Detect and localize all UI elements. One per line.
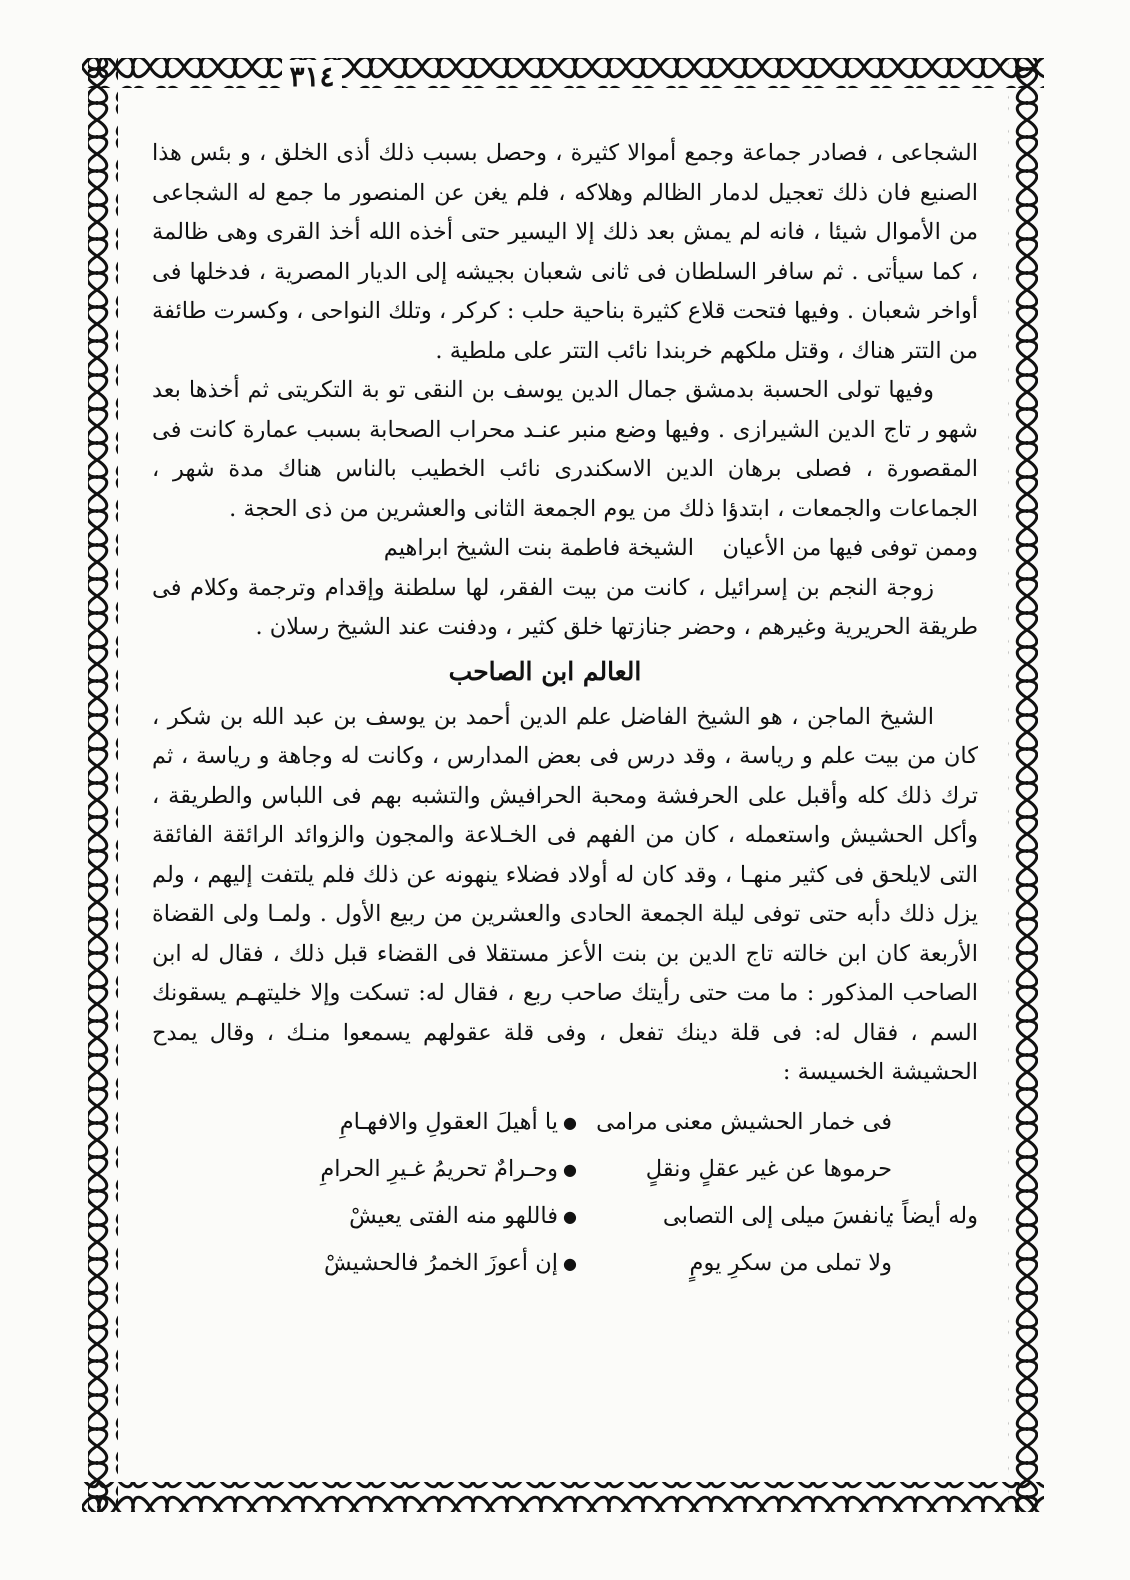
paragraph-2: وفيها تولى الحسبة بدمشق جمال الدين يوسف بن النقى تو بة التكريتى ثم أخذها بعد شهو ر تاج الدين الشيرازى . وفيها وضع منبر عنـد محراب الصحابة بسبب عمارة كانت فى المقصورة ، فصلى برهان الدين الاسكندرى نائب الخطيب بالناس هناك مدة شهر ، الجماعات والجمعات ، ابتدؤا ذلك من يوم الجمعة الثانى والعشرين من ذى الحجة .	[152, 377, 978, 522]
page-frame	[82, 52, 1044, 1520]
page-number: ٣١٤	[282, 60, 342, 94]
poem-line	[152, 1240, 978, 1287]
obituary-heading	[152, 529, 978, 569]
poem	[152, 1099, 978, 1287]
poem-hemistich-right: ولا تملى من سكرِ يومٍ	[689, 1249, 892, 1276]
poem-line	[152, 1099, 978, 1146]
obituary-prefix: وممن توفى فيها من الأعيان	[722, 535, 978, 561]
poem-separator: ●	[563, 1253, 577, 1273]
poem-hemistich-left: يا أهيلَ العقولِ والافهـامِ	[339, 1108, 558, 1135]
paragraph-1: الشجاعى ، فصادر جماعة وجمع أموالا كثيرة ، وحصل بسبب ذلك أذى الخلق ، و بئس هذا الصنيع فان ذلك تعجيل لدمار الظالم وهلاكه ، فلم يغن عن المنصور ما جمع له الشجاعى من الأموال شيئا ، فانه لم يمش بعد ذلك إلا اليسير حتى أخذه الله أخذ القرى وهى ظالمة ، كما سيأتى . ثم سافر السلطان فى ثانى شعبان بجيشه إلى الديار المصرية ، فدخلها فى أواخر شعبان . وفيها فتحت قلاع كثيرة بناحية حلب : كركر ، وتلك النواحى ، وكسرت طائفة من التتر هناك ، وقتل ملكهم خربندا نائب التتر على ملطية .	[152, 140, 978, 364]
paragraph-obituary: زوجة النجم بن إسرائيل ، كانت من بيت الفقر، لها سلطنة وإقدام وترجمة وكلام فى طريقة الحريرية وغيرهم ، وحضر جنازتها خلق كثير ، ودفنت عند الشيخ رسلان .	[152, 574, 978, 640]
poem-hemistich-right: يانفسَ ميلى إلى التصابى	[662, 1202, 892, 1229]
poem-hemistich-right: حرموها عن غير عقلٍ ونقلٍ	[645, 1155, 892, 1182]
section-heading: العالم ابن الصاحب	[448, 656, 642, 686]
page-content	[152, 134, 978, 1494]
poem-separator: ●	[563, 1206, 577, 1226]
poem-hemistich-right: فى خمار الحشيش معنى مرامى	[596, 1108, 892, 1135]
paragraph-biography: الشيخ الماجن ، هو الشيخ الفاضل علم الدين أحمد بن يوسف بن عبد الله بن شكر ، كان من بيت علم و رياسة ، وقد درس فى بعض المدارس ، وكانت له وجاهة و رياسة ، ثم ترك ذلك كله وأقبل على الحرفشة ومحبة الحرافيش والتشبه بهم فى اللباس والطريقة ، وأكل الحشيش واستعمله ، كان من الفهم فى الخـلاعة والمجون والزوائد الرائقة الفائقة التى لايلحق فى كثير منهـا ، وقد كان له أولاد فضلاء ينهونه عن ذلك فلم يلتفت إليهم ، ولم يزل ذلك دأبه حتى توفى ليلة الجمعة الحادى والعشرين من ربيع الأول . ولمـا ولى القضاة الأربعة كان ابن خالته تاج الدين بن بنت الأعز مستقلا فى القضاء قبل ذلك ، فقال له ابن الصاحب المذكور : ما مت حتى رأيتك صاحب ربع ، فقال له: تسكت وإلا خليتهـم يسقونك السم ، فقال له: فى قلة دينك تفعل ، وفى قلة عقولهم يسمعوا منـك ، وقال يمدح الحشيشة الخسيسة :	[152, 703, 978, 1085]
poem-hemistich-left: إن أعوزَ الخمرُ فالحشيشْ	[324, 1249, 558, 1276]
poem-hemistich-left: وحـرامٌ تحريمُ غـيرِ الحرامِ	[320, 1155, 558, 1182]
poem-lead-label: وله أيضاً :	[887, 1202, 978, 1229]
poem-line	[152, 1193, 978, 1240]
obituary-name: الشيخة فاطمة بنت الشيخ ابراهيم	[383, 535, 694, 561]
poem-line	[152, 1146, 978, 1193]
poem-separator: ●	[563, 1112, 577, 1132]
poem-hemistich-left: فاللهو منه الفتى يعيشْ	[349, 1202, 558, 1229]
poem-separator: ●	[563, 1159, 577, 1179]
